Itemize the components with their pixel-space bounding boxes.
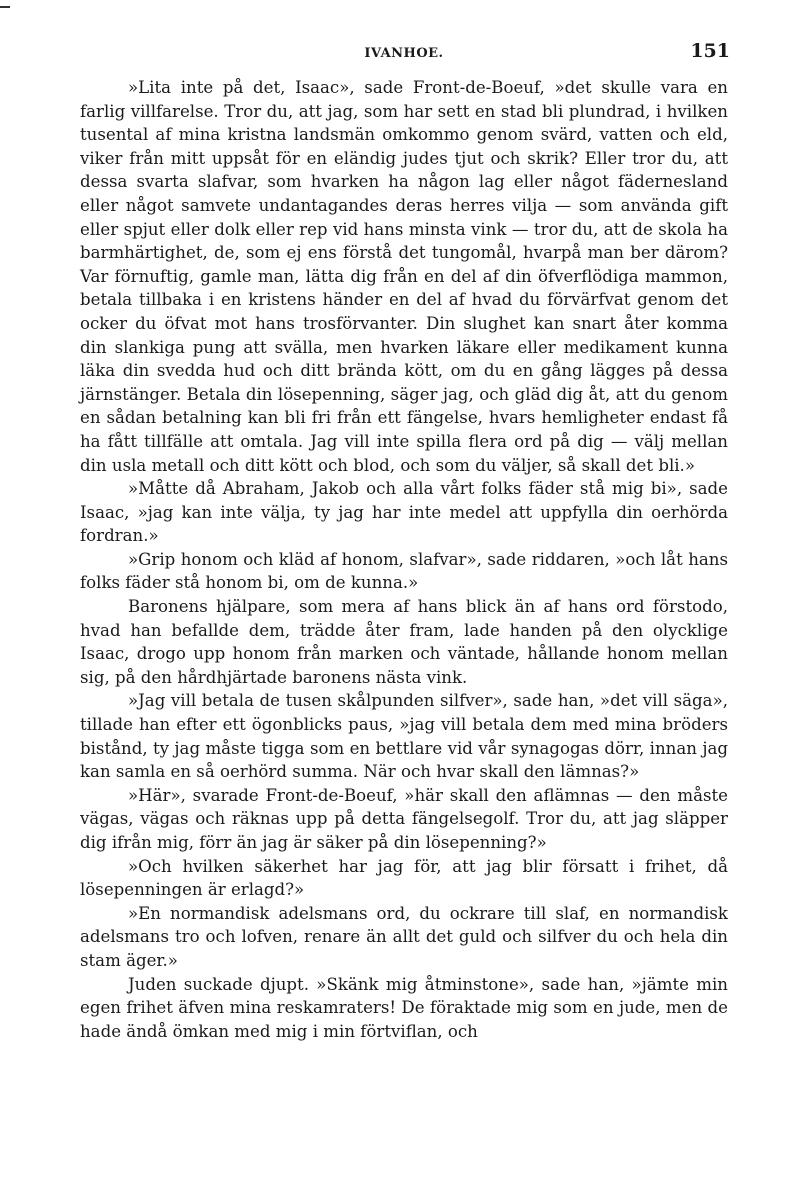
running-title: IVANHOE. <box>364 46 444 61</box>
paragraph-2: »Måtte då Abraham, Jakob och alla vårt folks fäder stå mig bi», sade Isaac, »jag kan inte välja, ty jag har inte medel att uppfylla din oerhörda fordran.» <box>80 479 728 546</box>
paragraph-8: »En normandisk adelsmans ord, du ockrare till slaf, en normandisk adelsmans tro och lofven, renare än allt det guld och silfver du och hela din stam äger.» <box>80 903 728 970</box>
paragraph-6: »Här», svarade Front-de-Boeuf, »här skall den aflämnas — den måste vägas, vägas och räknas upp på detta fängelsegolf. Tror du, att jag släpper dig ifrån mig, förr än jag är säker på din lösepenning?» <box>80 785 728 852</box>
scan-edge-mark <box>0 6 10 8</box>
paragraph-9: Juden suckade djupt. »Skänk mig åtminstone», sade han, »jämte min egen frihet äfven mina reskamraters! De föraktade mig som en jude, men de hade ändå ömkan med mig i min förtviflan, och <box>80 974 728 1041</box>
page-number: 151 <box>690 40 730 62</box>
paragraph-1: »Lita inte på det, Isaac», sade Front-de-Boeuf, »det skulle vara en farlig villfarelse. Tror du, att jag, som har sett en stad bli plundrad, i hvilken tusental af mina kristna landsmän omkommo genom svärd, vatten och eld, viker från mitt uppsåt för en eländig judes tjut och skrik? Eller tror du, att dessa svarta slafvar, som hvarken ha någon lag eller något fädernesland eller något samvete undantagandes deras herres vilja — som använda gift eller spjut eller dolk eller rep vid hans minsta vink — tror du, att de skola ha barmhärtighet, de, som ej ens förstå det tungomål, hvarpå man ber därom? Var förnuftig, gamle man, lätta dig från en del af din öfverflödiga mammon, betala tillbaka i en kristens händer en del af hvad du förvärfvat genom det ocker du öfvat mot hans trosförvanter. Din slughet kan snart åter komma din slankiga pung att svälla, men hvarken läkare eller medikament kunna läka din svedda hud och ditt brända kött, om du en gång lägges på dessa järnstänger. Betala din lösepenning, säger jag, och gläd dig åt, att du genom en sådan betalning kan bli fri från ett fängelse, hvars hemligheter endast få ha fått tillfälle att omtala. Jag vill inte spilla flera ord på dig — välj mellan din usla metall och ditt kött och blod, och som du väljer, så skall det bli.» <box>80 78 728 475</box>
paragraph-7: »Och hvilken säkerhet har jag för, att jag blir försatt i frihet, då lösepenningen är erlagd?» <box>80 856 728 900</box>
paragraph-4: Baronens hjälpare, som mera af hans blick än af hans ord förstodo, hvad han befallde dem, trädde åter fram, lade handen på den olycklige Isaac, drogo upp honom från marken och väntade, hållande honom mellan sig, på den hårdhjärtade baronens nästa vink. <box>80 597 728 687</box>
running-header <box>78 40 730 70</box>
body-text <box>80 76 728 1043</box>
paragraph-5: »Jag vill betala de tusen skålpunden silfver», sade han, »det vill säga», tillade han efter ett ögonblicks paus, »jag vill betala dem med mina bröders bistånd, ty jag måste tigga som en bettlare vid vår synagogas dörr, innan jag kan samla en så oerhörd summa. När och hvar skall den lämnas?» <box>80 691 728 782</box>
paragraph-3: »Grip honom och kläd af honom, slafvar», sade riddaren, »och låt hans folks fäder stå honom bi, om de kunna.» <box>80 549 728 593</box>
